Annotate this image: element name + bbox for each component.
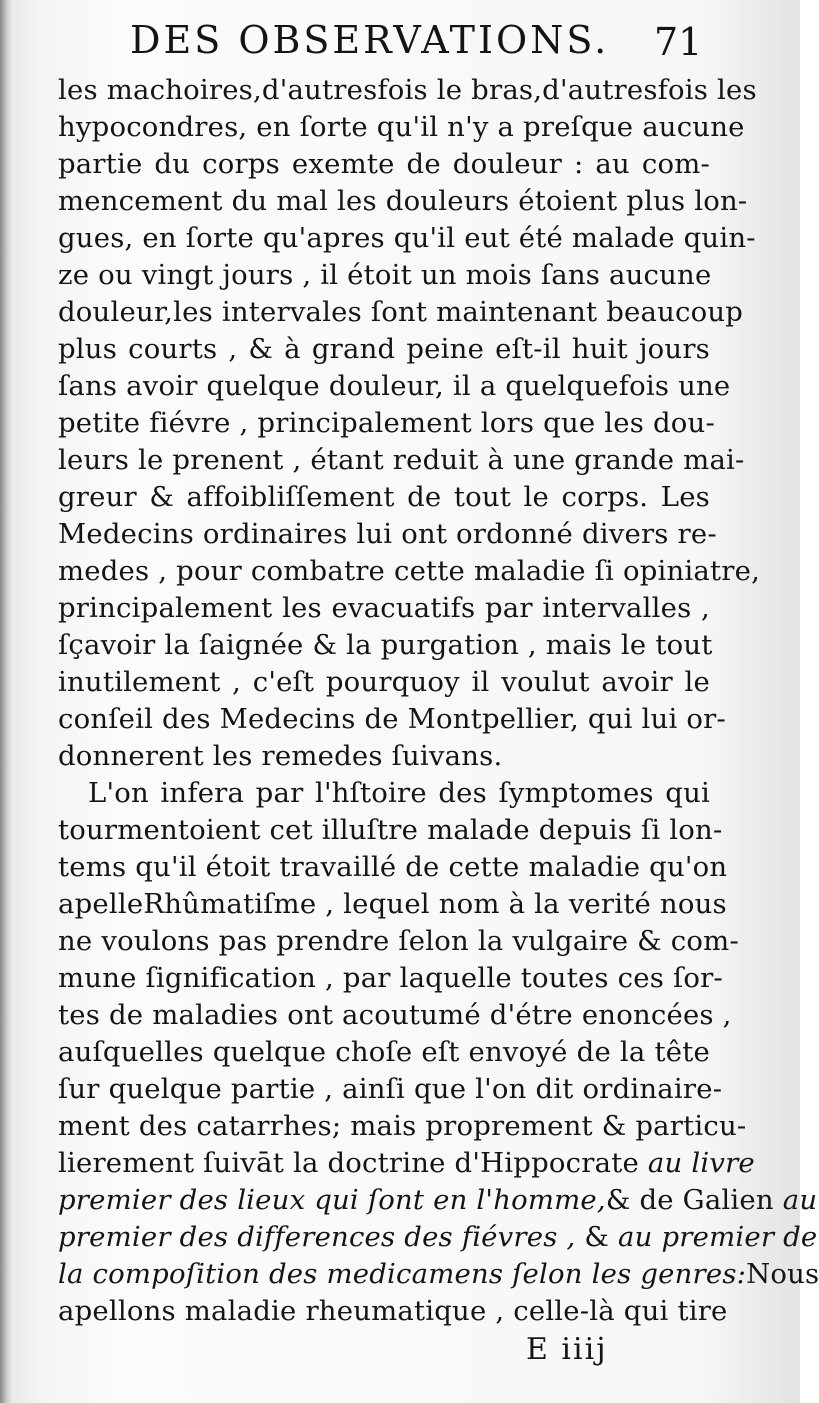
text-line: principalement les evacuatifs par intervalles , — [58, 592, 710, 624]
text-line: greur & affoibliſſement de tout le corps. Les — [58, 481, 710, 513]
page-header — [60, 14, 780, 74]
running-head: DES OBSERVATIONS. — [130, 18, 610, 62]
text-line: petite fiévre , principalement lors que les dou- — [58, 407, 715, 439]
text-line: Medecins ordinaires lui ont ordonné divers re- — [58, 518, 717, 550]
body-text — [58, 72, 819, 1330]
mixed-line — [58, 1145, 755, 1182]
mixed-line — [58, 1182, 818, 1219]
citation-italic: au premier de — [618, 1221, 818, 1253]
line-roman: Nous — [746, 1258, 819, 1290]
text-line: leurs le prenent , étant reduit à une grande mai- — [58, 444, 745, 476]
line-roman: & de Galien — [605, 1184, 774, 1216]
text-line: plus courts , & à grand peine eſt-il huit jours — [58, 333, 710, 365]
text-line: tourmentoient cet illuſtre malade depuis ſi lon- — [58, 814, 723, 846]
line-roman: lierement ſuivāt la doctrine d'Hippocrate — [58, 1147, 639, 1179]
text-line: gues, en ſorte qu'apres qu'il eut été malade quin- — [58, 222, 756, 254]
page-binding-shadow — [0, 0, 12, 1403]
text-line: inutilement , c'eſt pourquoy il voulut avoir le — [58, 666, 710, 698]
text-line: partie du corps exemte de douleur : au com- — [58, 148, 710, 180]
text-line: hypocondres, en ſorte qu'il n'y a preſque aucune — [58, 111, 745, 143]
page-footer — [58, 1332, 710, 1372]
citation-italic: premier des differences des fiévres , — [58, 1221, 576, 1253]
page-number: 71 — [654, 20, 703, 64]
text-line: mencement du mal les douleurs étoient plus lon- — [58, 185, 748, 217]
text-line: auſquelles quelque choſe eſt envoyé de la tête — [58, 1036, 710, 1068]
text-line: mune ſignification , par laquelle toutes ces ſor- — [58, 962, 723, 994]
text-line: medes , pour combatre cette maladie ſi opiniatre, — [58, 555, 761, 587]
line-roman: & — [584, 1221, 610, 1253]
signature-mark: E iiij — [526, 1332, 608, 1367]
text-line: ſçavoir la ſaignée & la purgation , mais le tout — [58, 629, 713, 661]
citation-italic: au livre — [647, 1147, 755, 1179]
citation-italic: au — [782, 1184, 818, 1216]
text-line: tes de maladies ont acoutumé d'étre enoncées , — [58, 999, 732, 1031]
text-line: ſur quelque partie , ainſi que l'on dit ordinaire- — [58, 1073, 723, 1105]
citation-italic: premier des lieux qui ſont en l'homme, — [58, 1184, 606, 1216]
text-line: tems qu'il étoit travaillé de cette maladie qu'on — [58, 851, 728, 883]
citation-italic: la compoſition des medicamens ſelon les genres: — [58, 1258, 747, 1290]
paragraph-end-line: donnerent les remedes ſuivans. — [58, 740, 503, 772]
text-line: conſeil des Medecins de Montpellier, qui lui or- — [58, 703, 726, 735]
text-line: les machoires,d'autresfois le bras,d'autresfois les — [58, 74, 757, 106]
text-line: apellons maladie rheumatique , celle-là qui tire — [58, 1295, 728, 1327]
text-line: ment des catarrhes; mais proprement & particu- — [58, 1110, 747, 1142]
text-line: ne voulons pas prendre ſelon la vulgaire & com- — [58, 925, 739, 957]
mixed-line — [58, 1219, 818, 1256]
text-line: douleur,les intervales ſont maintenant beaucoup — [58, 296, 744, 328]
text-line: ze ou vingt jours , il étoit un mois ſans aucune — [58, 259, 712, 291]
paragraph-start-line: L'on infera par l'hſtoire des ſymptomes qui — [88, 777, 710, 809]
mixed-line — [58, 1256, 819, 1293]
text-line: ſans avoir quelque douleur, il a quelquefois une — [58, 370, 731, 402]
text-line: apelleRhûmatiſme , lequel nom à la verité nous — [58, 888, 727, 920]
